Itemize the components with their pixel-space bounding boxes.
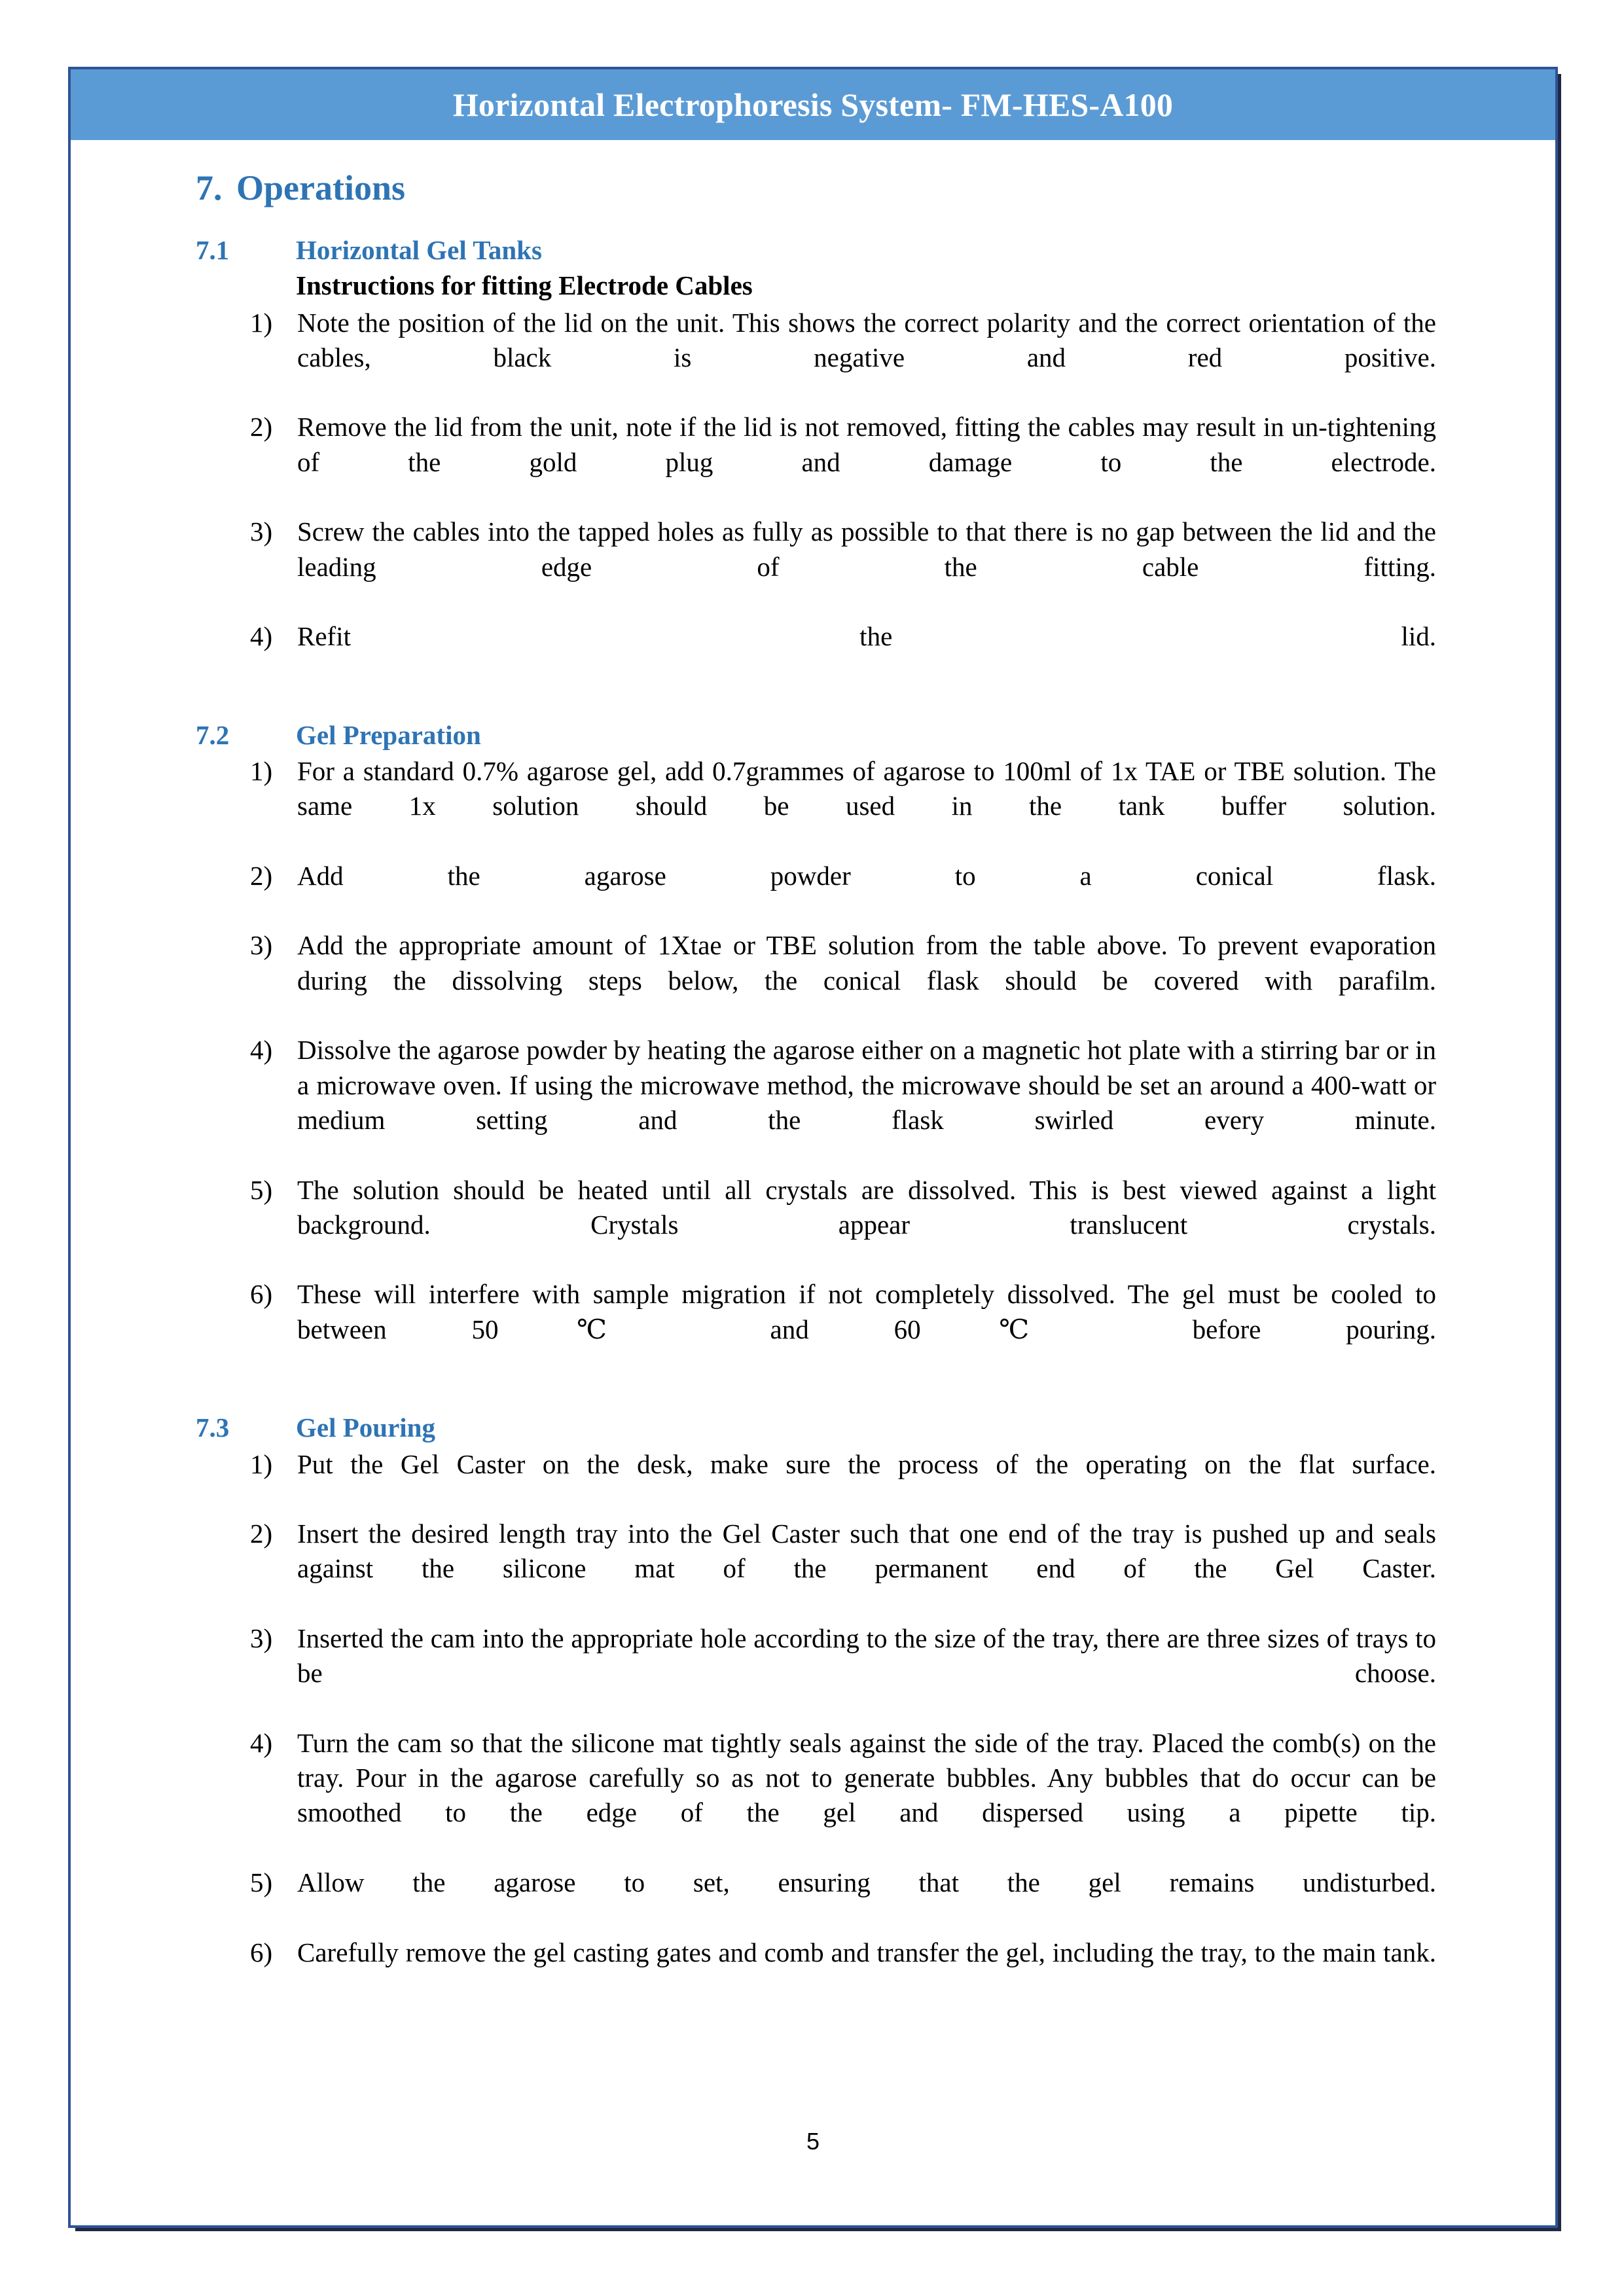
list-item-text: Insert the desired length tray into the Gel Caster such that one end of the tray is pushed up and seals against the silicone mat of the permanent end of the Gel Caster. (297, 1518, 1436, 1584)
list-item (196, 410, 1436, 514)
document-title: Horizontal Electrophoresis System- FM-HES-A100 (452, 86, 1174, 123)
list-item-marker: 2) (250, 1518, 273, 1549)
list-item-marker: 3) (250, 930, 273, 961)
list-item-marker: 6) (250, 1279, 273, 1310)
list-item-text: Add the appropriate amount of 1Xtae or TBE solution from the table above. To prevent evaporation during the dissolving steps below, the conical flask should be covered with parafilm. (297, 930, 1436, 996)
list-item (196, 928, 1436, 1033)
page-border-frame (68, 67, 1558, 2228)
list-item-text: Remove the lid from the unit, note if the lid is not removed, fitting the cables may result in un-tightening of the gold plug and damage to the electrode. (297, 412, 1436, 477)
list-item (196, 514, 1436, 619)
list-item-marker: 6) (250, 1937, 273, 1967)
chapter-number: 7. (196, 168, 223, 207)
section-heading (196, 719, 1436, 751)
section-7-1 (196, 234, 1436, 689)
list-item (196, 859, 1436, 929)
list-item (196, 306, 1436, 410)
list-item-marker: 4) (250, 621, 273, 652)
section-spacer (196, 1382, 1436, 1412)
page-content (196, 168, 1436, 2005)
list-item-marker: 4) (250, 1727, 273, 1758)
list-item-text: Put the Gel Caster on the desk, make sure the process of the operating on the flat surface. (297, 1448, 1436, 1479)
list-item-text: Carefully remove the gel casting gates and comb and transfer the gel, including the tray, to the main tank. (297, 1937, 1436, 1967)
step-list (196, 306, 1436, 689)
section-7-2 (196, 719, 1436, 1382)
section-title: Gel Preparation (296, 719, 481, 750)
list-item-marker: 3) (250, 1623, 273, 1653)
list-item-text: For a standard 0.7% agarose gel, add 0.7grammes of agarose to 100ml of 1x TAE or TBE solution. The same 1x solution should be used in the tank buffer solution. (297, 755, 1436, 821)
list-item (196, 619, 1436, 689)
section-title: Horizontal Gel Tanks (296, 235, 542, 266)
list-item-text: Allow the agarose to set, ensuring that the gel remains undisturbed. (297, 1867, 1436, 1898)
document-header-banner (71, 69, 1555, 140)
list-item (196, 754, 1436, 859)
list-item-marker: 1) (250, 1448, 273, 1479)
list-item-text: The solution should be heated until all crystals are dissolved. This is best viewed against a light background. Crystals appear translucent crystals. (297, 1174, 1436, 1240)
step-list (196, 754, 1436, 1382)
list-item-text: Refit the lid. (297, 621, 1436, 652)
section-7-3 (196, 1412, 1436, 2005)
list-item-text: Screw the cables into the tapped holes as fully as possible to that there is no gap between the lid and the leading edge of the cable fitting. (297, 516, 1436, 582)
list-item-marker: 2) (250, 860, 273, 891)
list-item (196, 1935, 1436, 2005)
list-item (196, 1621, 1436, 1726)
section-heading (196, 1412, 1436, 1444)
list-item (196, 1865, 1436, 1935)
section-number: 7.1 (196, 235, 230, 266)
list-item-marker: 1) (250, 307, 273, 338)
section-heading (196, 234, 1436, 266)
page-number: 5 (806, 2128, 820, 2155)
section-number: 7.2 (196, 719, 230, 750)
list-item (196, 1033, 1436, 1172)
list-item-text: Turn the cam so that the silicone mat tightly seals against the side of the tray. Placed the comb(s) on the tray. Pour in the agarose carefully so as not to generate bubbles. Any bubbles that do occur can be smoothed to the edge of the gel and dispersed using a pipette tip. (297, 1727, 1436, 1828)
list-item-text: Inserted the cam into the appropriate hole according to the size of the tray, there are three sizes of trays to be choose. (297, 1623, 1436, 1689)
list-item (196, 1447, 1436, 1517)
chapter-heading (196, 168, 1436, 208)
list-item-text: Dissolve the agarose powder by heating the agarose either on a magnetic hot plate with a stirring bar or in a microwave oven. If using the microwave method, the microwave should be set an around a 400-watt or medium setting and the flask swirled every minute. (297, 1035, 1436, 1135)
list-item-marker: 3) (250, 516, 273, 547)
list-item-marker: 5) (250, 1867, 273, 1898)
chapter-title: Operations (236, 168, 406, 207)
list-item (196, 1277, 1436, 1382)
list-item (196, 1726, 1436, 1865)
step-list (196, 1447, 1436, 2005)
list-item-marker: 2) (250, 412, 273, 442)
section-spacer (196, 689, 1436, 719)
list-item-marker: 4) (250, 1035, 273, 1066)
section-number: 7.3 (196, 1412, 230, 1443)
list-item-text: Note the position of the lid on the unit. This shows the correct polarity and the correct orientation of the cables, black is negative and red positive. (297, 307, 1436, 372)
list-item-text: Add the agarose powder to a conical flask. (297, 860, 1436, 891)
list-item-marker: 5) (250, 1174, 273, 1205)
section-title: Gel Pouring (296, 1412, 435, 1443)
section-subheading: Instructions for fitting Electrode Cables (296, 270, 753, 301)
list-item (196, 1173, 1436, 1278)
list-item (196, 1516, 1436, 1621)
list-item-text: These will interfere with sample migration if not completely dissolved. The gel must be cooled to between 50℃ and 60℃ before pouring. (297, 1279, 1436, 1344)
list-item-marker: 1) (250, 755, 273, 786)
